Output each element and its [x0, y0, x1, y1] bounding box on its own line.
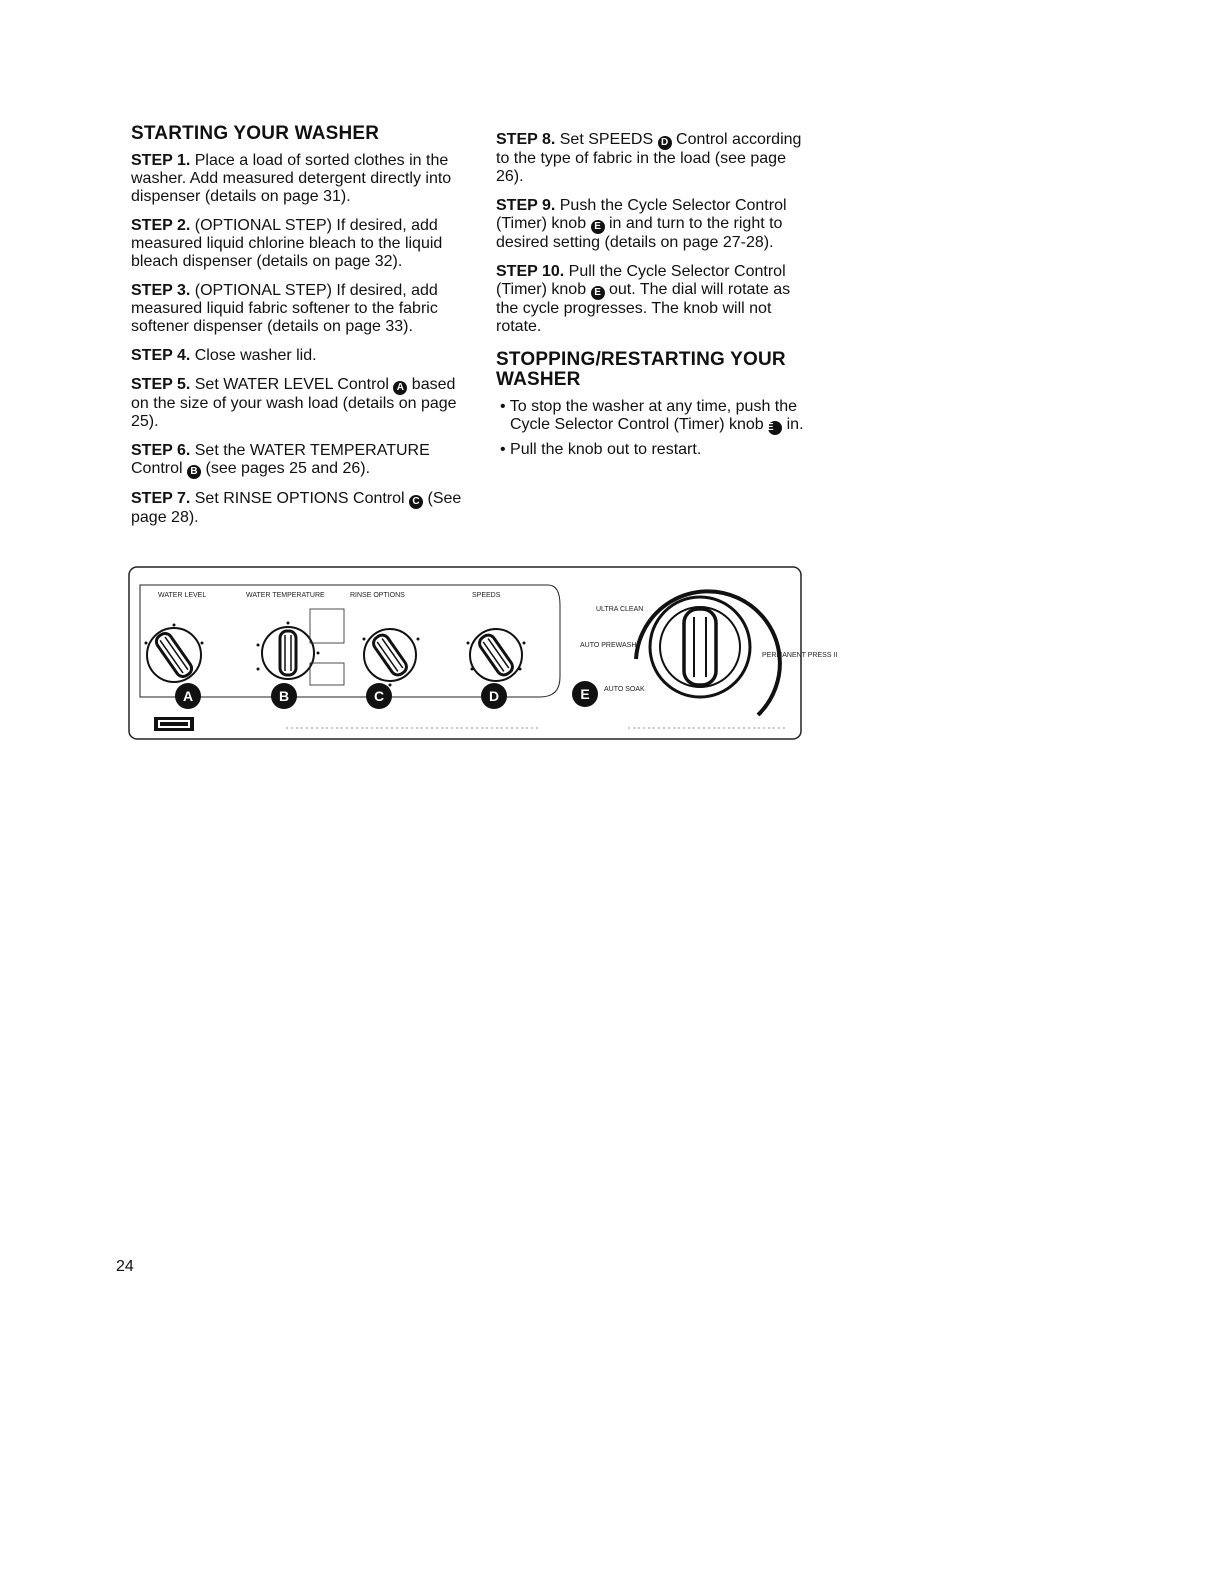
step-7: STEP 7. Set RINSE OPTIONS Control C (See page 28).: [131, 490, 462, 526]
callout-d: [481, 683, 507, 709]
section-rinse-options: RINSE OPTIONS: [350, 592, 405, 599]
permanent-press-label: PERMANENT PRESS II: [762, 652, 838, 659]
step-2: STEP 2. (OPTIONAL STEP) If desired, add measured liquid chlorine bleach to the liquid bleach dispenser (details on page 32).: [131, 217, 443, 270]
callout-e-badge: E: [591, 220, 605, 234]
svg-text:C: C: [373, 688, 385, 704]
callout-a-badge: A: [393, 381, 407, 395]
control-panel-illustration: [128, 565, 838, 743]
callout-c: [366, 683, 392, 709]
callout-e-badge: E: [768, 421, 782, 435]
step-3: STEP 3. (OPTIONAL STEP) If desired, add measured liquid fabric softener to the fabric softener dispenser (details on page 33).: [131, 282, 438, 335]
water-temperature-knob[interactable]: [262, 609, 344, 685]
step-5: STEP 5. Set WATER LEVEL Control A based on the size of your wash load (details on page 25).: [131, 376, 457, 430]
rinse-options-knob[interactable]: [364, 629, 416, 681]
step-10: STEP 10. Pull the Cycle Selector Control (Timer) knob E out. The dial will rotate as the cycle progresses. The knob will not rotate.: [496, 263, 791, 335]
callout-d-badge: D: [658, 136, 672, 150]
svg-text:D: D: [488, 688, 500, 704]
ultra-clean-label: ULTRA CLEAN: [596, 606, 644, 613]
step-8: STEP 8. Set SPEEDS D Control according to the type of fabric in the load (see page 26).: [496, 131, 802, 185]
section-water-temperature: WATER TEMPERATURE: [246, 592, 325, 599]
section-speeds: SPEEDS: [472, 592, 501, 599]
list-item: • Pull the knob out to restart.: [500, 441, 702, 458]
callout-a: [175, 683, 201, 709]
speeds-knob[interactable]: [470, 629, 522, 681]
step-1: STEP 1. Place a load of sorted clothes in the washer. Add measured detergent directly into dispenser (details on page 31).: [131, 152, 452, 205]
brand-logo-plate: [154, 717, 194, 731]
step-9: STEP 9. Push the Cycle Selector Control (Timer) knob E in and turn to the right to desired setting (details on page 27-28).: [496, 197, 787, 251]
callout-b-badge: B: [187, 465, 201, 479]
cycle-selector-timer-knob[interactable]: [636, 591, 780, 715]
step-4: STEP 4. Close washer lid.: [131, 347, 317, 364]
step-6: STEP 6. Set the WATER TEMPERATURE Control B (see pages 25 and 26).: [131, 442, 430, 477]
water-level-knob[interactable]: [147, 628, 201, 682]
stopping-heading: STOPPING/RESTARTING YOUR WASHER: [496, 349, 786, 390]
section-water-level: WATER LEVEL: [158, 592, 207, 599]
callout-e: [572, 681, 598, 707]
svg-text:B: B: [278, 688, 290, 704]
auto-prewash-label: AUTO PREWASH: [580, 642, 637, 649]
callout-e-badge: E: [591, 286, 605, 300]
svg-text:E: E: [580, 686, 590, 702]
page-number: 24: [116, 1258, 134, 1275]
left-column: [131, 124, 471, 538]
starting-heading: STARTING YOUR WASHER: [131, 123, 380, 144]
callout-c-badge: C: [409, 495, 423, 509]
right-column: [496, 131, 816, 465]
svg-text:A: A: [182, 688, 194, 704]
stopping-list: [496, 398, 816, 459]
callout-b: [271, 683, 297, 709]
list-item: • To stop the washer at any time, push the Cycle Selector Control (Timer) knob E in.: [500, 398, 804, 433]
auto-soak-label: AUTO SOAK: [604, 686, 645, 693]
